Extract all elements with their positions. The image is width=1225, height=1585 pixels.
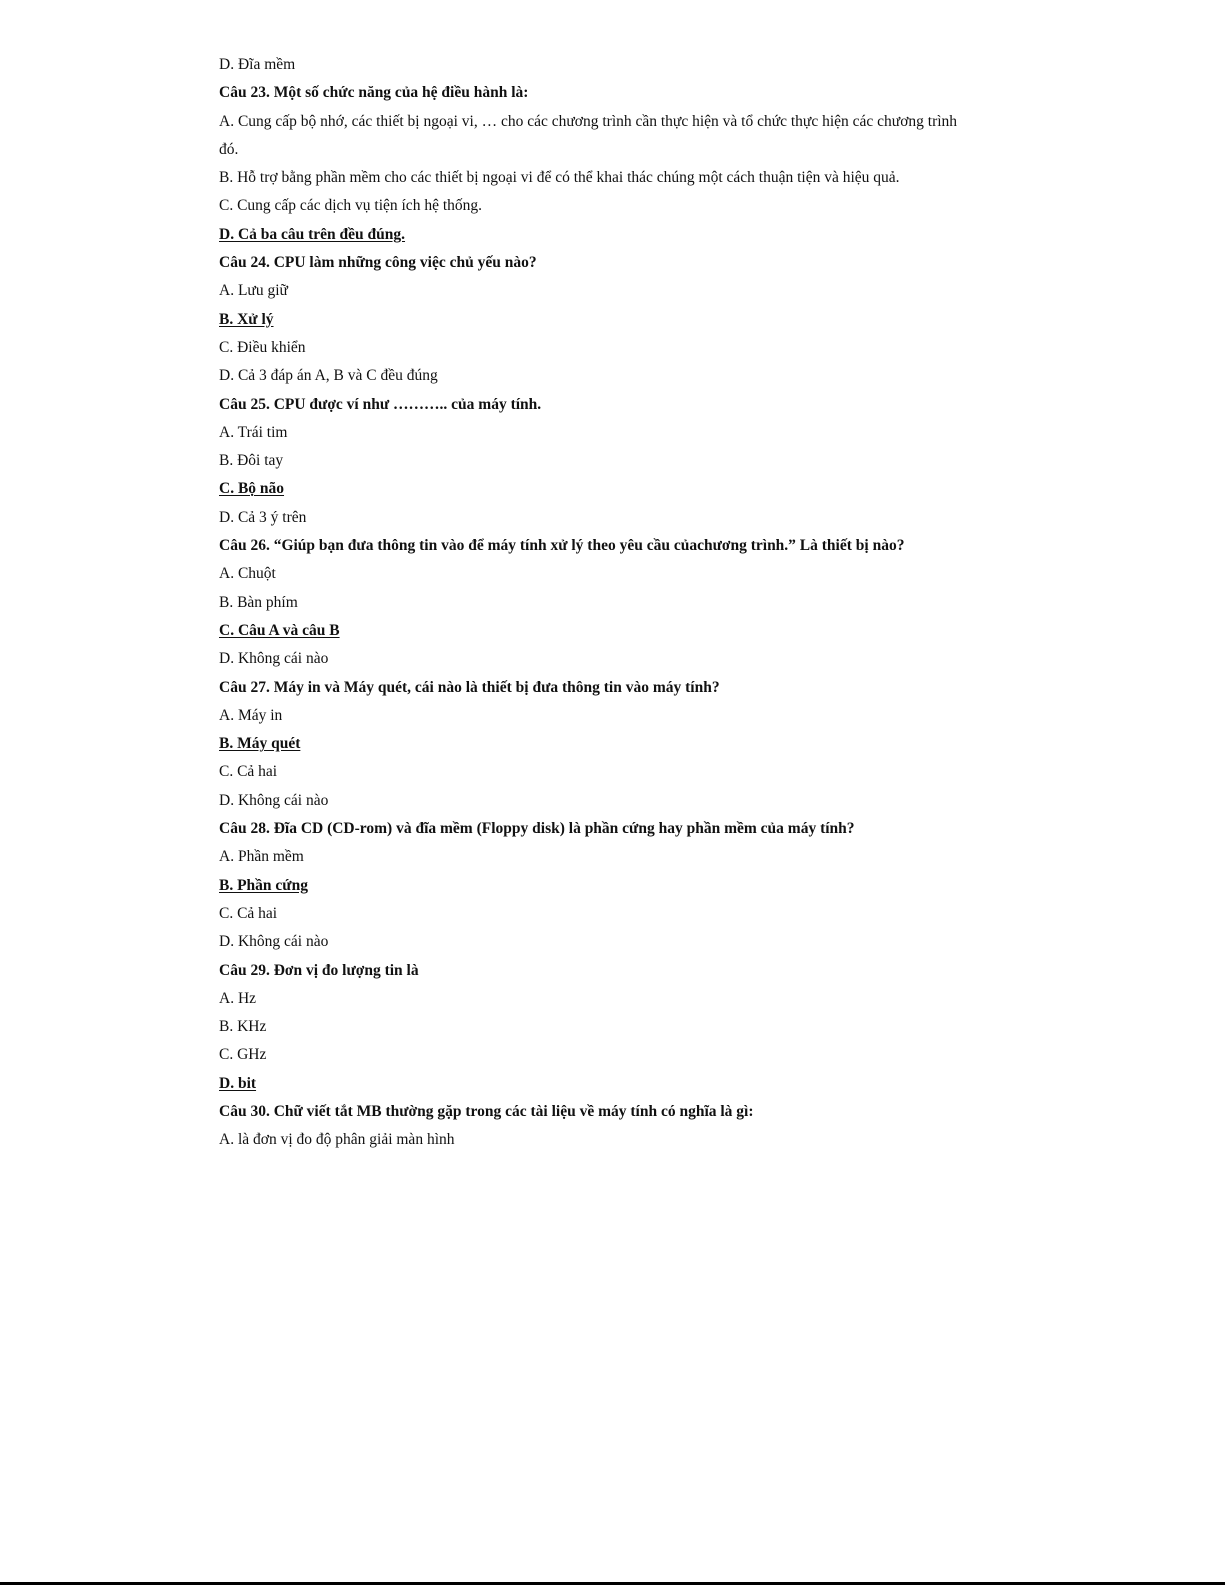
option-b-q26: B. Bàn phím (219, 593, 298, 611)
option-a-q26: A. Chuột (219, 565, 276, 583)
option-a-q24: A. Lưu giữ (219, 282, 288, 300)
option-a-q29: A. Hz (219, 989, 257, 1007)
question-28: Câu 28. Đĩa CD (CD-rom) và đĩa mềm (Floppy disk) là phần cứng hay phần mềm của máy tính? (219, 820, 855, 838)
question-24: Câu 24. CPU làm những công việc chủ yếu nào? (219, 254, 537, 272)
option-c-q23: C. Cung cấp các dịch vụ tiện ích hệ thống. (219, 197, 483, 215)
option-d-q24: D. Cả 3 đáp án A, B và C đều đúng (219, 367, 438, 385)
question-25: Câu 25. CPU được ví như ……….. của máy tính. (219, 395, 542, 413)
option-a-q30: A. là đơn vị đo độ phân giải màn hình (219, 1131, 455, 1149)
option-d-q27: D. Không cái nào (219, 791, 329, 809)
correct-answer-q24: B. Xử lý (219, 310, 274, 328)
option-b-q23: B. Hỗ trợ bằng phần mềm cho các thiết bị ngoại vi để có thể khai thác chúng một cách thuận tiện và hiệu quả. (219, 169, 900, 187)
question-27: Câu 27. Máy in và Máy quét, cái nào là thiết bị đưa thông tin vào máy tính? (219, 678, 720, 696)
option-d-q26: D. Không cái nào (219, 650, 329, 668)
option-b-q29: B. KHz (219, 1018, 267, 1036)
option-c-q29: C. GHz (219, 1046, 267, 1064)
question-23: Câu 23. Một số chức năng của hệ điều hành là: (219, 84, 529, 102)
correct-answer-q26: C. Câu A và câu B (219, 621, 340, 639)
option-a-q28: A. Phần mềm (219, 848, 304, 866)
correct-answer-q25: C. Bộ não (219, 480, 285, 498)
document-page (219, 51, 979, 1155)
option-c-q27: C. Cả hai (219, 763, 278, 781)
option-c-q28: C. Cả hai (219, 904, 278, 922)
option-a-q25: A. Trái tim (219, 423, 288, 441)
question-26: Câu 26. “Giúp bạn đưa thông tin vào để máy tính xử lý theo yêu cầu củachương trình.” Là thiết bị nào? (219, 537, 905, 555)
correct-answer-q28: B. Phần cứng (219, 876, 308, 894)
option-a-q23: A. Cung cấp bộ nhớ, các thiết bị ngoại vi, … cho các chương trình cần thực hiện và tổ chức thực hiện các chương trình đó. (219, 112, 958, 158)
option-d-q25: D. Cả 3 ý trên (219, 508, 307, 526)
correct-answer-q29: D. bit (219, 1074, 257, 1092)
option-d-q28: D. Không cái nào (219, 933, 329, 951)
option-b-q25: B. Đôi tay (219, 452, 284, 470)
correct-answer-q27: B. Máy quét (219, 735, 301, 753)
question-30: Câu 30. Chữ viết tắt MB thường gặp trong các tài liệu về máy tính có nghĩa là gì: (219, 1102, 754, 1120)
option-a-q27: A. Máy in (219, 706, 283, 724)
correct-answer-q23: D. Cả ba câu trên đều đúng. (219, 225, 406, 243)
option-c-q24: C. Điều khiển (219, 338, 306, 356)
option-d-q22: D. Đĩa mềm (219, 56, 296, 73)
question-29: Câu 29. Đơn vị đo lượng tin là (219, 961, 419, 979)
